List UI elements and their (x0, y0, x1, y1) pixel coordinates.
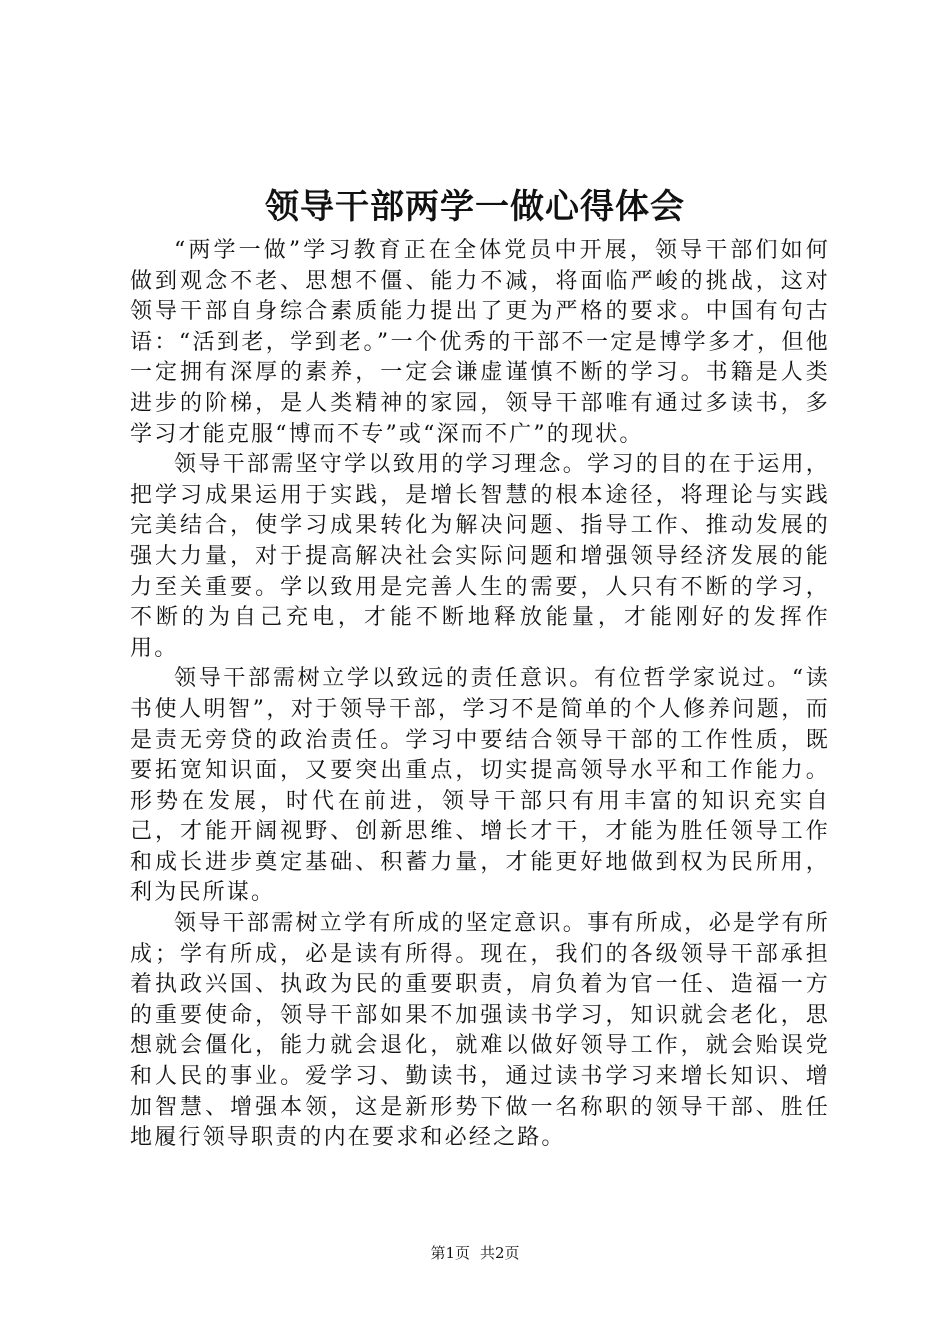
document-body (130, 236, 830, 1154)
paragraph: 领导干部需树立学有所成的坚定意识。事有所成，必是学有所成；学有所成，必是读有所得。现在，我们的各级领导干部承担着执政兴国、执政为民的重要职责，肩负着为官一任、造福一方的重要使命，领导干部如果不加强读书学习，知识就会老化，思想就会僵化，能力就会退化，就难以做好领导工作，就会贻误党和人民的事业。爱学习、勤读书，通过读书学习来增长知识、增加智慧、增强本领，这是新形势下做一名称职的领导干部、胜任地履行领导职责的内在要求和必经之路。 (130, 911, 830, 1151)
page-number-current: 第1页 (430, 1244, 470, 1262)
paragraph: 领导干部需坚守学以致用的学习理念。学习的目的在于运用，把学习成果运用于实践，是增长智慧的根本途径，将理论与实践完美结合，使学习成果转化为解决问题、指导工作、推动发展的强大力量，对于提高解决社会实际问题和增强领导经济发展的能力至关重要。学以致用是完善人生的需要，人只有不断的学习，不断的为自己充电，才能不断地释放能量，才能刚好的发挥作用。 (130, 452, 830, 661)
document-title: 领导干部两学一做心得体会 (265, 187, 685, 227)
paragraph: 领导干部需树立学以致远的责任意识。有位哲学家说过。“读书使人明智”，对于领导干部，学习不是简单的个人修养问题，而是责无旁贷的政治责任。学习中要结合领导干部的工作性质，既要拓宽知识面，又要突出重点，切实提高领导水平和工作能力。形势在发展，时代在前进，领导干部只有用丰富的知识充实自己，才能开阔视野、创新思维、增长才干，才能为胜任领导工作和成长进步奠定基础、积蓄力量，才能更好地做到权为民所用，利为民所谋。 (130, 666, 830, 906)
paragraph: “两学一做”学习教育正在全体党员中开展，领导干部们如何做到观念不老、思想不僵、能力不减，将面临严峻的挑战，这对领导干部自身综合素质能力提出了更为严格的要求。中国有句古语：“活到老，学到老。”一个优秀的干部不一定是博学多才，但他一定拥有深厚的素养，一定会谦虚谨慎不断的学习。书籍是人类进步的阶梯，是人类精神的家园，领导干部唯有通过多读书，多学习才能克服“博而不专”或“深而不广”的现状。 (130, 238, 830, 447)
page-number-total: 共2页 (480, 1244, 520, 1262)
page-footer (0, 1243, 950, 1263)
